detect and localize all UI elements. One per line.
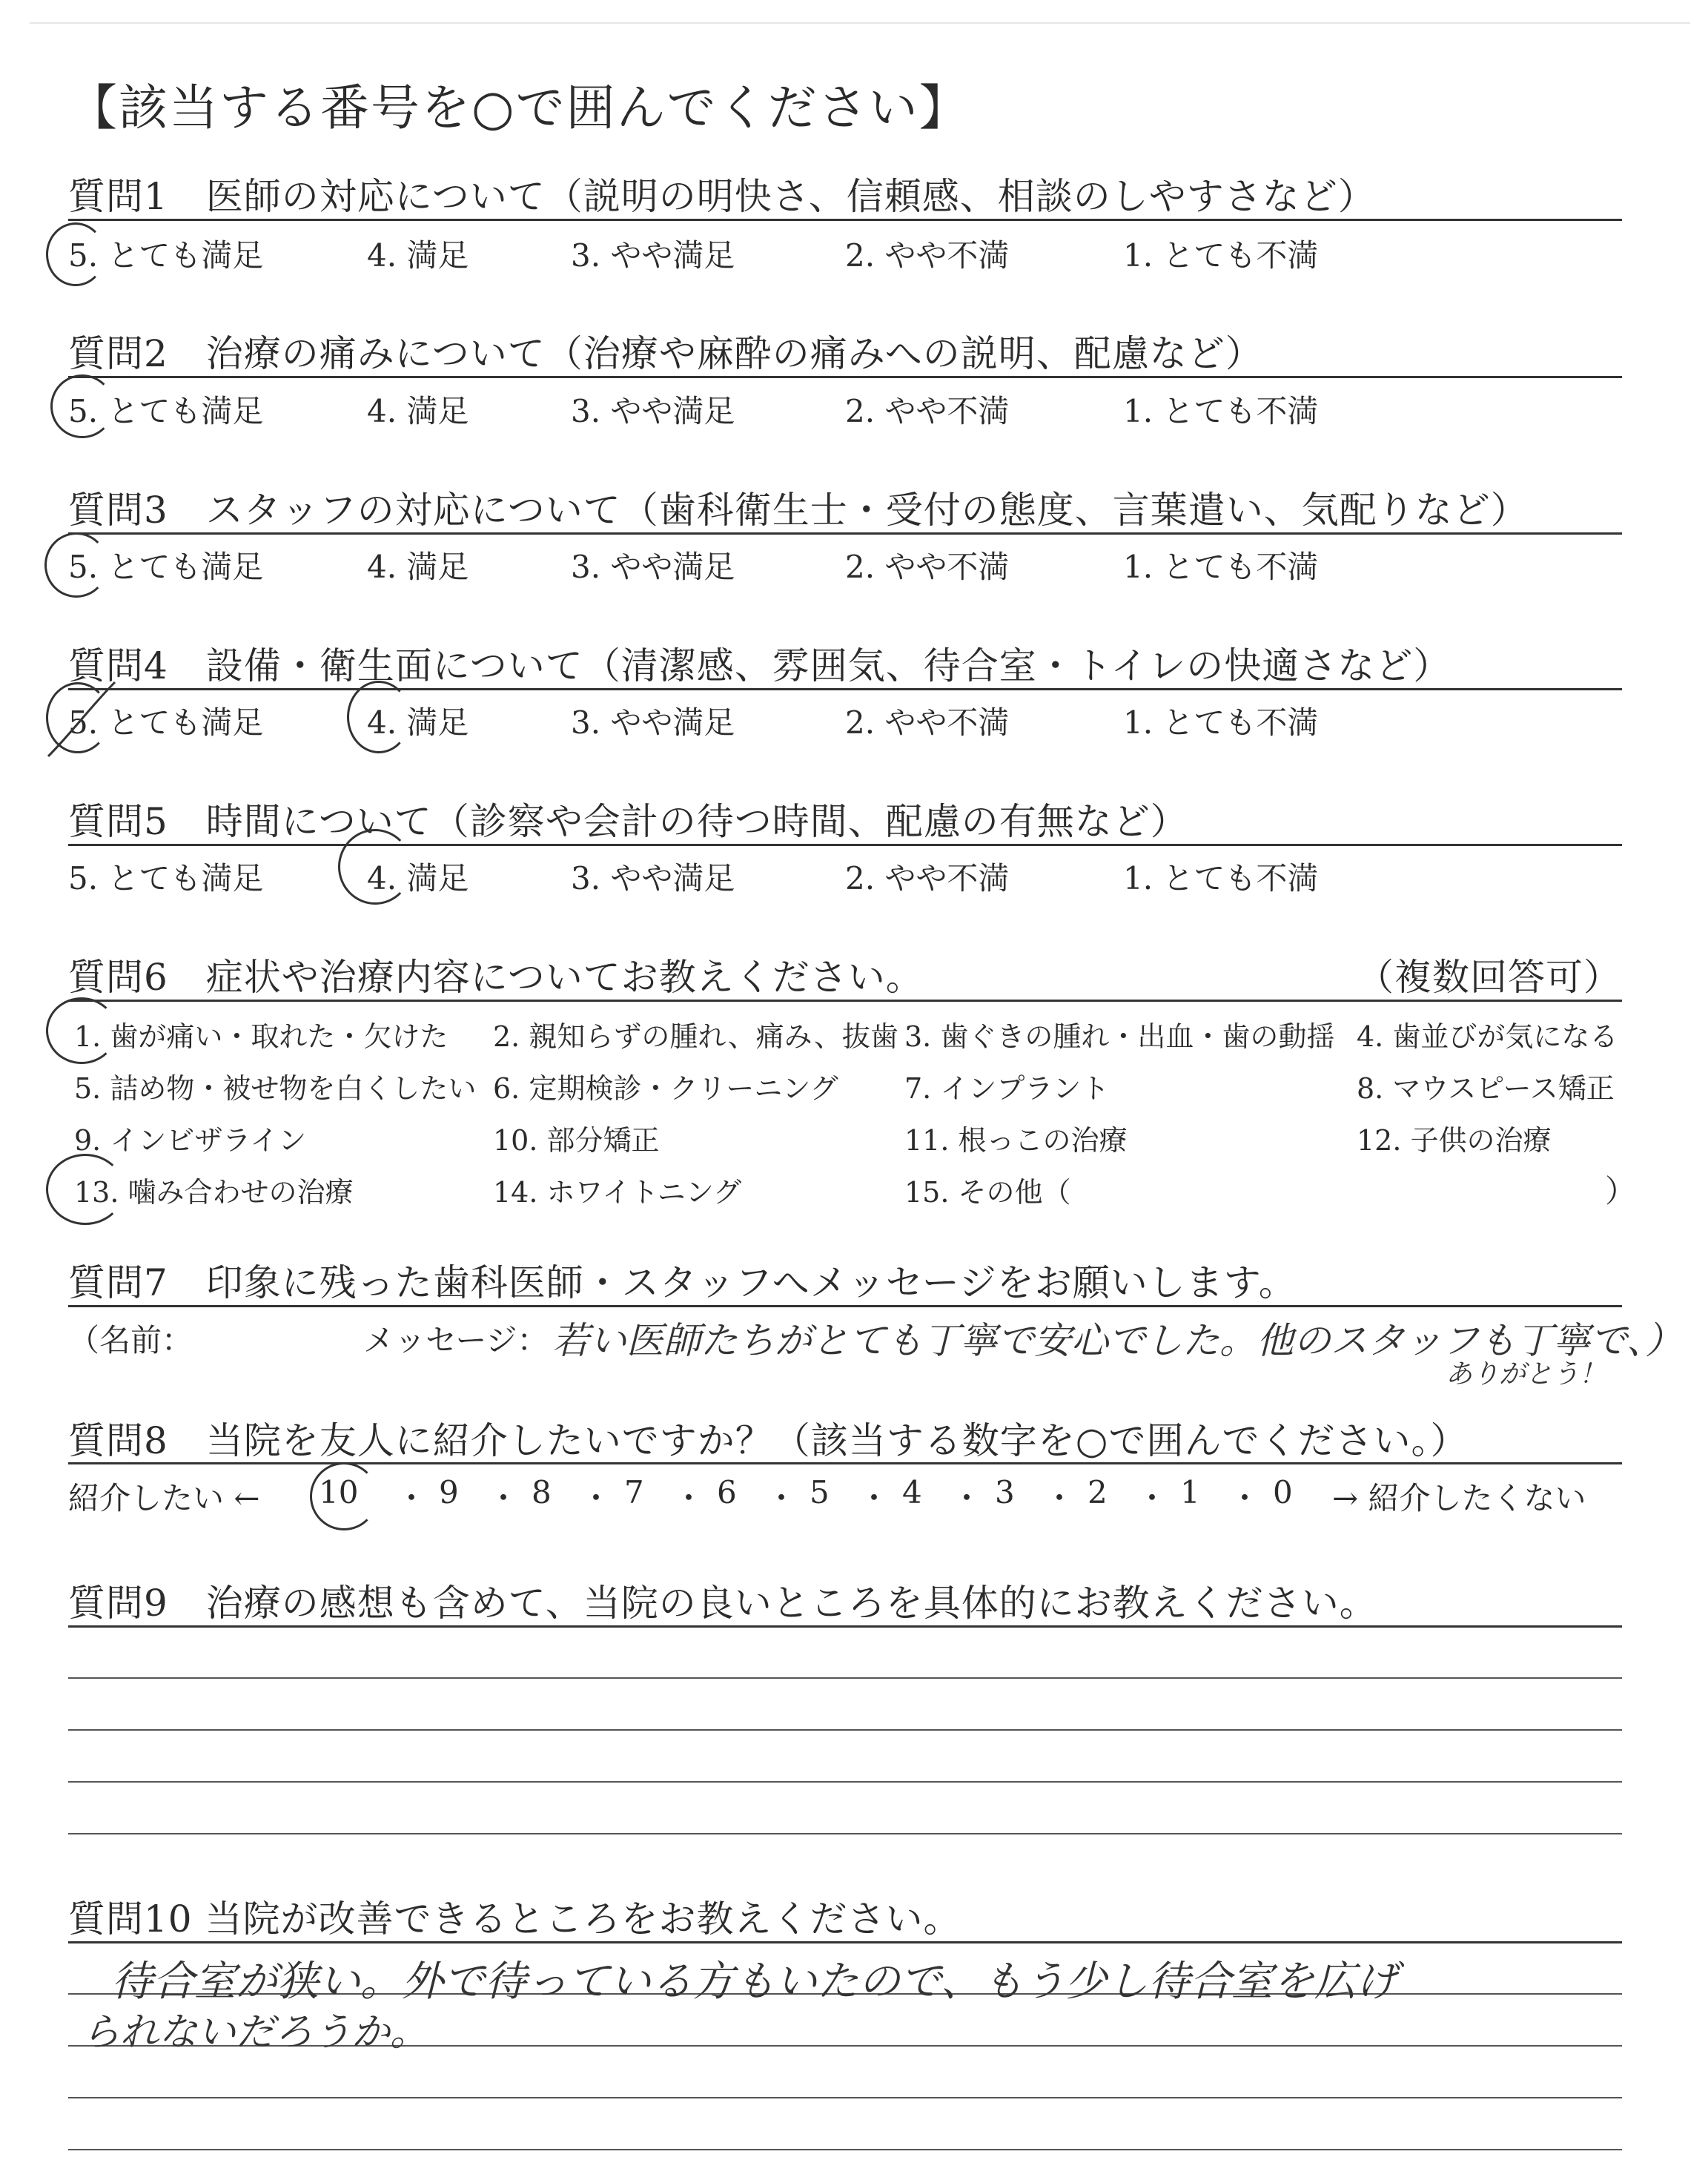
q6-option-13[interactable]: 13. 噛み合わせの治療	[74, 1176, 354, 1209]
question-9-heading: 質問9 治療の感想も含めて、当院の良いところを具体的にお教えください。	[68, 1582, 1377, 1625]
q6-option-1[interactable]: 1. 歯が痛い・取れた・欠けた	[74, 1020, 448, 1053]
question-6-multiple-note: （複数回答可）	[1357, 956, 1621, 999]
question-2-rule	[68, 376, 1622, 378]
question-3-rule	[68, 532, 1622, 535]
q6-option-5[interactable]: 5. 詰め物・被せ物を白くしたい	[74, 1072, 477, 1105]
q9-answer-line	[68, 1677, 1622, 1679]
q8-scale-dot: ・	[1044, 1480, 1076, 1516]
q6-option-11[interactable]: 11. 根っこの治療	[904, 1124, 1128, 1157]
q8-scale-1[interactable]: 1	[1180, 1474, 1200, 1510]
question-3-heading: 質問3 スタッフの対応について（歯科衛生士・受付の態度、言葉遣い、気配りなど）	[68, 489, 1529, 532]
q5-option-5[interactable]: 5. とても満足	[68, 860, 264, 896]
q10-answer-line	[68, 2149, 1622, 2150]
q6-option-8[interactable]: 8. マウスピース矯正	[1357, 1072, 1615, 1105]
question-9-rule	[68, 1625, 1622, 1628]
page-title: 【該当する番号を○で囲んでください】	[68, 79, 970, 136]
q9-answer-line	[68, 1729, 1622, 1731]
q6-option-13-selection-circle	[46, 1154, 125, 1225]
question-5-rule	[68, 844, 1622, 846]
q6-option-12[interactable]: 12. 子供の治療	[1357, 1124, 1552, 1157]
question-6-rule	[68, 1000, 1622, 1002]
q1-option-5[interactable]: 5. とても満足	[68, 237, 264, 274]
question-8-rule	[68, 1462, 1622, 1464]
q6-option-10[interactable]: 10. 部分矯正	[493, 1124, 660, 1157]
q3-option-4[interactable]: 4. 満足	[367, 549, 469, 585]
q8-scale-0[interactable]: 0	[1273, 1474, 1293, 1510]
q8-scale-dot: ・	[673, 1480, 705, 1516]
q8-left-label: 紹介したい ←	[68, 1480, 260, 1516]
q8-scale-dot: ・	[396, 1480, 428, 1516]
question-8-heading: 質問8 当院を友人に紹介したいですか？（該当する数字を○で囲んでください。）	[68, 1419, 1469, 1462]
q6-option-7[interactable]: 7. インプラント	[904, 1072, 1110, 1105]
q7-message-handwritten-line1: 若い医師たちがとても丁寧で安心でした。他のスタッフも丁寧で、）	[552, 1319, 1682, 1362]
q4-selection-circle	[347, 681, 411, 753]
q6-option-3[interactable]: 3. 歯ぐきの腫れ・出血・歯の動揺	[904, 1020, 1335, 1053]
q3-option-5[interactable]: 5. とても満足	[68, 549, 264, 585]
q6-option-9[interactable]: 9. インビザライン	[74, 1124, 307, 1157]
question-5-heading: 質問5 時間について（診察や会計の待つ時間、配慮の有無など）	[68, 800, 1188, 843]
q5-option-3[interactable]: 3. やや満足	[571, 860, 735, 896]
q7-message-label: メッセージ：	[363, 1322, 549, 1358]
q8-scale-5[interactable]: 5	[810, 1474, 830, 1510]
q4-option-2[interactable]: 2. やや不満	[845, 704, 1010, 741]
q8-scale-dot: ・	[580, 1480, 612, 1516]
q7-name-label: （名前：	[68, 1322, 193, 1358]
q1-option-4[interactable]: 4. 満足	[367, 237, 469, 274]
q8-scale-10[interactable]: 10	[319, 1474, 359, 1510]
q3-option-3[interactable]: 3. やや満足	[571, 549, 735, 585]
q4-option-4[interactable]: 4. 満足	[367, 704, 469, 741]
q2-option-4[interactable]: 4. 満足	[367, 393, 469, 429]
question-6-heading: 質問6 症状や治療内容についてお教えください。	[68, 956, 924, 999]
q1-option-1[interactable]: 1. とても不満	[1123, 237, 1319, 274]
question-4-heading: 質問4 設備・衛生面について（清潔感、雰囲気、待合室・トイレの快適さなど）	[68, 644, 1452, 687]
question-10-heading: 質問10 当院が改善できるところをお教えください。	[68, 1898, 961, 1941]
q3-option-2[interactable]: 2. やや不満	[845, 549, 1010, 585]
q2-option-3[interactable]: 3. やや満足	[571, 393, 735, 429]
q8-scale-dot: ・	[488, 1480, 520, 1516]
q5-option-4[interactable]: 4. 満足	[367, 860, 469, 896]
q8-scale-dot: ・	[858, 1480, 890, 1516]
q2-selection-circle	[50, 374, 114, 438]
q4-option-1[interactable]: 1. とても不満	[1123, 704, 1319, 741]
question-7-rule	[68, 1305, 1622, 1307]
q6-option-14[interactable]: 14. ホワイトニング	[493, 1176, 742, 1209]
q6-option-6[interactable]: 6. 定期検診・クリーニング	[493, 1072, 838, 1105]
q8-right-label: → 紹介したくない	[1332, 1480, 1586, 1516]
q1-selection-circle	[46, 222, 105, 286]
q2-option-1[interactable]: 1. とても不満	[1123, 393, 1319, 429]
q6-option-4[interactable]: 4. 歯並びが気になる	[1357, 1020, 1618, 1053]
q3-option-1[interactable]: 1. とても不満	[1123, 549, 1319, 585]
q8-scale-8[interactable]: 8	[532, 1474, 552, 1510]
q6-option-2[interactable]: 2. 親知らずの腫れ、痛み、抜歯	[493, 1020, 898, 1053]
question-1-rule	[68, 219, 1622, 221]
q10-answer-line	[68, 2097, 1622, 2098]
q5-selection-circle	[338, 829, 412, 905]
q4-option-3[interactable]: 3. やや満足	[571, 704, 735, 741]
question-10-rule	[68, 1941, 1622, 1943]
q4-option-5[interactable]: 5. とても満足	[68, 704, 264, 741]
q7-message-handwritten-line2: ありがとう！	[1446, 1359, 1606, 1390]
q9-answer-line	[68, 1781, 1622, 1783]
question-7-heading: 質問7 印象に残った歯科医師・スタッフへメッセージをお願いします。	[68, 1261, 1297, 1304]
q8-selection-circle	[310, 1462, 378, 1530]
q8-scale-9[interactable]: 9	[439, 1474, 459, 1510]
q6-option-15[interactable]: 15. その他（	[904, 1176, 1071, 1209]
q6-option-1-selection-circle	[46, 997, 117, 1064]
q8-recommend-scale	[68, 1474, 1625, 1519]
page-top-edge	[30, 22, 1690, 24]
q8-scale-dot: ・	[951, 1480, 983, 1516]
q8-scale-dot: ・	[766, 1480, 798, 1516]
question-2-heading: 質問2 治療の痛みについて（治療や麻酔の痛みへの説明、配慮など）	[68, 332, 1263, 375]
q8-scale-3[interactable]: 3	[995, 1474, 1015, 1510]
q1-option-3[interactable]: 3. やや満足	[571, 237, 735, 274]
q8-scale-7[interactable]: 7	[624, 1474, 644, 1510]
q8-scale-6[interactable]: 6	[717, 1474, 737, 1510]
q3-selection-circle	[44, 532, 108, 598]
q5-option-2[interactable]: 2. やや不満	[845, 860, 1010, 896]
question-1-heading: 質問1 医師の対応について（説明の明快さ、信頼感、相談のしやすさなど）	[68, 175, 1376, 218]
q10-answer-handwritten-line2: られないだろうか。	[82, 2010, 429, 2055]
q6-other-close-paren: ）	[1605, 1173, 1637, 1209]
question-4-rule	[68, 688, 1622, 690]
q8-scale-2[interactable]: 2	[1088, 1474, 1108, 1510]
q2-option-2[interactable]: 2. やや不満	[845, 393, 1010, 429]
q2-option-5[interactable]: 5. とても満足	[68, 393, 264, 429]
q8-scale-dot: ・	[1229, 1480, 1261, 1516]
q10-answer-handwritten-line1: 待合室が狭い。外で待っている方もいたので、もう少し待合室を広げ	[111, 1958, 1397, 2006]
q4-cross-out-stroke	[41, 675, 122, 764]
q5-option-1[interactable]: 1. とても不満	[1123, 860, 1319, 896]
q9-answer-line	[68, 1833, 1622, 1834]
q8-scale-dot: ・	[1136, 1480, 1168, 1516]
q8-scale-4[interactable]: 4	[902, 1474, 922, 1510]
q1-option-2[interactable]: 2. やや不満	[845, 237, 1010, 274]
